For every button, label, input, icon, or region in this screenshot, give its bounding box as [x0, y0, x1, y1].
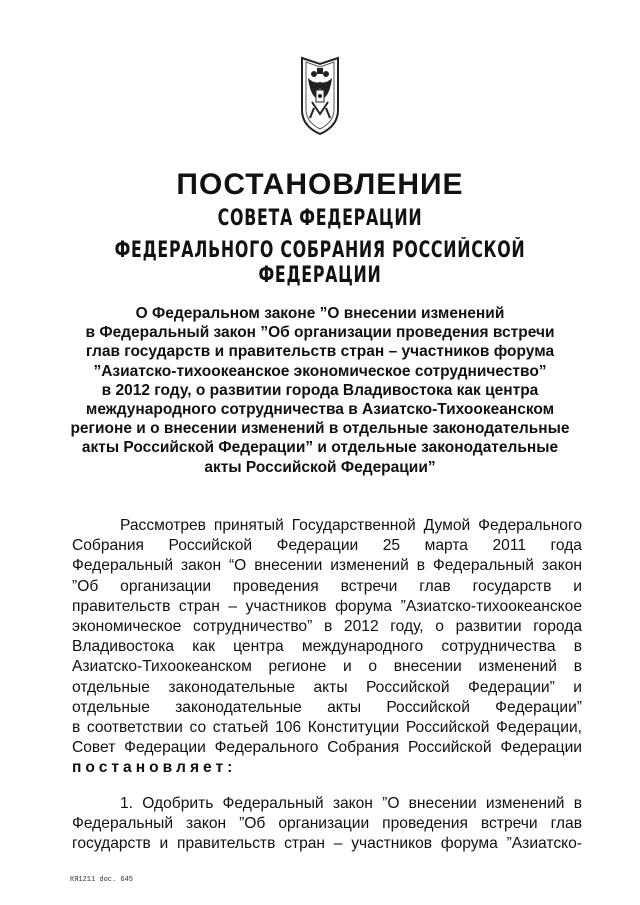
preamble-paragraph: [72, 516, 582, 779]
law-title-line: регионе и о внесении изменений в отдельные законодательные: [70, 420, 570, 438]
law-title-line: глав государств и правительств стран – участников форума: [85, 343, 555, 361]
law-title-line: ”Азиатско-тихоокеанское экономическое сотрудничество”: [93, 362, 547, 380]
paragraph-line: Владивостока как центра международного сотрудничества в: [72, 638, 582, 656]
paragraph-line: правительств стран – участников форума ”Азиатско-тихоокеанское: [72, 597, 582, 615]
double-headed-eagle-icon: [288, 54, 352, 138]
document-code: КЯ1211 doc. 645: [70, 876, 134, 884]
paragraph-line: государств и правительств стран – участников форума ”Азиатско-: [72, 835, 582, 853]
paragraph-line: ”Об организации проведения встречи глав государств и: [72, 577, 582, 595]
paragraph-line: 1. Одобрить Федеральный закон ”О внесении изменений в: [120, 795, 582, 812]
paragraph-line: Собрания Российской Федерации 25 марта 2011 года: [72, 537, 582, 555]
paragraph-line: Совет Федерации Федерального Собрания Российской Федерации: [72, 739, 582, 757]
document-subtitle-assembly: ФЕДЕРАЛЬНОГО СОБРАНИЯ РОССИЙСКОЙ ФЕДЕРАЦИИ: [114, 238, 526, 288]
paragraph-line: Рассмотрев принятый Государственной Думой Федерального: [120, 517, 582, 534]
decision-paragraph: [72, 794, 582, 855]
document-title: ПОСТАНОВЛЕНИЕ: [176, 168, 464, 201]
paragraph-line: Федеральный закон ”Об организации проведения встречи глав: [72, 815, 582, 833]
paragraph-line: в соответствии со статьей 106 Конституции Российской Федерации,: [72, 719, 582, 737]
law-title-line: в 2012 году, о развитии города Владивостока как центра: [101, 381, 539, 399]
paragraph-line: отдельные законодательные акты Российской Федерации” и: [72, 678, 582, 696]
paragraph-line: Федеральный закон “О внесении изменений в Федеральный закон: [72, 557, 582, 575]
paragraph-line: отдельные законодательные акты Российской Федерации”: [72, 698, 582, 716]
law-title-line: акты Российской Федерации”: [204, 458, 436, 476]
paragraph-line: экономическое сотрудничество” в 2012 году, о развитии города: [72, 618, 582, 636]
law-title-line: международного сотрудничества в Азиатско-Тихоокеанском: [85, 401, 555, 419]
law-title-line: О Федеральном законе ”О внесении изменений: [135, 305, 505, 322]
law-title: [60, 304, 580, 477]
law-title-line: в Федеральный закон ”Об организации проведения встречи: [85, 324, 555, 342]
paragraph-line: Азиатско-Тихоокеанском регионе и о внесении изменений в: [72, 658, 582, 676]
document-subtitle-council: СОВЕТА ФЕДЕРАЦИИ: [217, 206, 423, 231]
law-title-line: акты Российской Федерации” и отдельные законодательные: [81, 439, 559, 457]
decree-word: постановляет:: [72, 759, 237, 777]
